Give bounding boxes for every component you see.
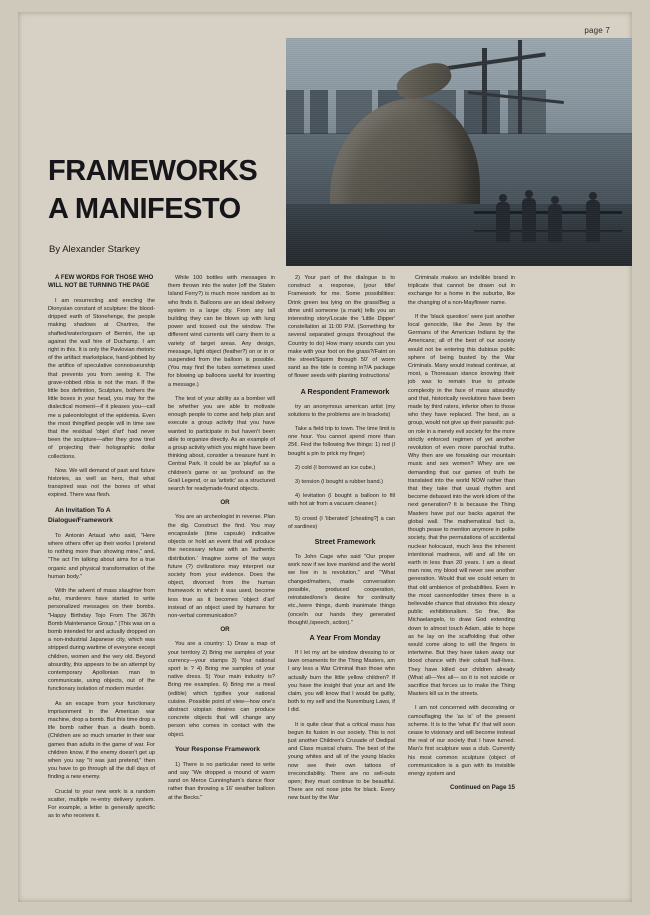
body-paragraph: If I let my art be window dressing to or lawn ornaments for the Thing Masters, am I any less a War Criminal than those who actually burn the little yellow children? If you have the insight that your art and life claim, you will know that I would be guilty, both to my self and the Nuremburg Laws, if I did.	[288, 649, 395, 714]
body-paragraph: The test of your ability as a bomber will be whether you are able to motivate enough people to come and help plan and execute a group activity that you have wanted to participate in but haven't been able to organize directly. As an example of a group activity which you might have been thinking about, consider a treasure hunt in Central Park. It could be as 'playful' as a children's game or as 'profound' as the Grail Legend, or as 'artistic' as a structured search for readymade-found objects.	[168, 395, 275, 493]
body-paragraph: You are an archeologist in reverse. Plan the dig. Construct the find. You may encapsulate (time capsule) indicative objects or hold an event that will produce the necessary refuse with an 'authentic distribution.' Imagine some of the ways future (?) civilizations may interpret our society from your evidence. Does the object, divorced from the human framework in which it was used, become less true as it becomes 'object d'art' instead of an object used by humans for non-verbal communication?	[168, 514, 275, 619]
body-paragraph: To John Cage who said "Our proper work now if we love mankind and the world we live in is revolution," and "'What changed/matters, made conversation possible, produced cooperation, reinstated/one's desire for continuity etc.,/were things, dumb inanimate things (once/in our hands they generated thought/,/speech, action)."	[288, 554, 395, 626]
photo-figure	[548, 204, 562, 242]
section-subhead: Street Framework	[314, 537, 376, 547]
section-subhead: A Respondent Framework	[300, 386, 390, 396]
body-paragraph: Crucial to your new work is a random scatter, multiple re-entry delivery system. For example, a letter is generally specific as to who receives it.	[48, 788, 155, 820]
article-headline	[48, 152, 283, 228]
body-paragraph: 2) cold (I borrowed an ice cube.)	[295, 464, 376, 471]
page-sheet	[18, 12, 632, 902]
body-paragraph: With the advent of mass slaughter from a-far, murderers have started to write personalized messages on their bombs. "Happy Birthday Tojo From The 367th Bomb Maintenance Group." (This was on a bomb intended for and actually dropped on a non-industrial Japanese city, which was stripped during wartime of everyone except children, women and the very old. Beyond absurdity, this appears to be an attempt by contemporary Apollonian man to communicate, using objects, out of the functionary isolation of modern murder.	[48, 587, 155, 693]
body-paragraph: Now. We will demand of past and future histories, as well as hers, that what transpired was not the bones of what expired. There was flesh.	[48, 467, 155, 499]
body-paragraph: As an escape from your functionary imprisonment in the American war machine, drop a bomb. But this time drop a life bomb rather than a death bomb. (Children are so much smarter in their war games than adults in the game of war. For children know, if the enemy doesn't get up when you say "it was just pretend," then you have to go through all the dull days of finding a new enemy.	[48, 700, 155, 781]
section-kicker: A FEW WORDS FOR THOSE WHO WILL NOT BE TURNING THE PAGE	[48, 274, 154, 290]
body-paragraph: While 100 bottles with messages in them thrown into the water (off the Staten Island Ferry?) is much more random as to who finds it. Balloons are an ideal delivery system in a large city. From any tall building they can be blown up with lung power and tossed out the window. The different wind currents will carry them to a variety of target areas. Any design, message, light object (feather?) on or in or suspended from the balloon is possible. (You may find the tubes sometimes used for blowing up balloons useful for inserting a message.)	[168, 275, 275, 388]
column-1	[48, 274, 155, 894]
headline-line-1: FRAMEWORKS	[48, 155, 258, 187]
section-divider-word: OR	[220, 499, 230, 507]
photo-figure	[496, 202, 510, 242]
harbor-construction-photograph	[286, 38, 632, 266]
body-paragraph: 2) Your part of the dialogue is to construct a response, (your title/ Framework for me. Some possibilities: Drink green tea lying on the grass/Beg a dime until someone (a mark) tells you an interesting story/Locate the 'Little Dipper' constellation at 11:00 P.M. (Something for several separated groups throughout the Country to do) How many sounds can you make with your foot on the grass?/Faint on the street/Squirm through 50' of worm sand as the tide is coming in?/A package of flower seeds with planting instructions/	[288, 275, 395, 380]
photo-figure	[522, 198, 536, 242]
section-subhead: Your Response Framework	[175, 745, 260, 753]
column-3	[288, 274, 395, 894]
body-paragraph: 4) levitation (I bought a balloon to fill with hot air from a vacuum cleaner.)	[288, 493, 395, 508]
body-paragraph: To Antonin Artaud who said, "Here where others offer up their works I pretend to nothing more than showing mine," and, "The act I'm talking about aims for a true organic and physical transformation of the human body."	[48, 532, 155, 580]
body-paragraph: 1) There is no particular need to write and say "We dropped a mound of warm sand on Merce Cunningham's dance floor rather than throwing a 16' weather balloon at the Becks."	[168, 761, 275, 801]
section-divider-word: OR	[220, 626, 230, 634]
continued-link[interactable]: Continued on Page 15	[450, 784, 515, 792]
body-paragraph: 5) crowd (I 'liberated' [cheating?] a can of sardines)	[288, 515, 395, 530]
column-4	[408, 274, 515, 894]
body-paragraph: I am resurrecting and erecting the Dionysian constant of sculpture: the blood-dripped earth of Stonehenge, the people making shadows at Chartres, the shafted/water/orgasm of Bernini, the up against the wall hire of Duchamp. I am right in this. It is only the Pavlovian rhetoric of the artifact marketplace, hand-jobbed by the artifice of speculative connoisseurship that prevents you from seeing it. The grave-robbed ribia is not the man. If the little box definition, Sculpture, bothers the little boxes in your head, you may for the dialectical moment—if it pleases you—call me a paleontologist of the epidemia. Even the most thingified people will in time see that the residual 'objet d'art' had never been the sculpture—after they grow tired of projecting their holographic dollar collections.	[48, 297, 155, 460]
section-subhead: A Year From Monday	[309, 632, 381, 642]
column-2	[168, 274, 275, 894]
body-paragraph: Take a field trip to town. The time limit is one hour. You cannot spend more than 25¢. Find the following five things: 1) red (I bought a pin to prick my finger)	[288, 426, 395, 457]
body-paragraph: You are a country: 1) Draw a map of your territory 2) Bring me samples of your currency—your stamps 3) Your national sport is ? 4) Bring me samples of your native dress. 5) Your main industry is? Bring me examples. 6) Bring me a meal (edible) which typifies your national cuisine. Possible point of view—how one's abstract utopian desires can produce concrete objects that will change any person who comes in contact with the object.	[168, 641, 275, 738]
body-paragraph: try an anonymous american artist (my solutions to the problems are in brackets)	[288, 403, 395, 418]
photo-figure	[586, 200, 600, 242]
body-paragraph: 3) tension (I bought a rubber band.)	[295, 479, 384, 486]
section-subhead: An Invitation To A Dialogue/Framework	[48, 506, 113, 524]
body-paragraph: I am not concerned with decorating or camouflaging the 'as is' of the present scheme. It is to the 'what if's' that will soon cease to visionary and will become instead the real of our society that I have turned. Man's first sculpture was a club. Currently his most common sculpture (object of communication is a gun with its invisible energy system and	[408, 705, 515, 777]
article-byline: By Alexander Starkey	[49, 244, 140, 255]
body-paragraph: If the 'black question' were just another local genocide, like the Jews by the Germans of the American Indians by the Americans; all of the best of our society would not be entering this dubious public sphere of being busted by the War Criminals. Many would instead continue, at most, a Thoreauan stance knowing their job was to remain true to private complexity in the face of mass absurdity and that, historically revolutions have been made by third raters, inferior often to those who they have replaced. The best, as a group, would not give up their parasitic put-on role in a merely evil society for the more strictly enforced regimen of yet another revolution of even more parochial truths. Why then are we forsaking our mountain music and sex women? Whey are we demanding that our games of truth be translated into the world NOW rather than that they take that usual rhythm and become debased into the work idiom of the next generation? It is because the Thing Masters have put our backs against the global wall. The mathematical fact is, though pease to mention anymore in polite society, that the permutations of accidental nuclear holocaust, much less the inherent intentional madness, will and all life on earth in less than 20 years. I am a dead man now, my blood will never see another generation. Would that we could return to that old ambience of probabilities. Even in the most cannonfodder times there is a believable chance that obviates this sleazy public exhibitionalism. So fine, like Michaelangelo, to draw God extending down to almost touch Adam, able to hope as he lay on the scaffolding that other would come along to will the fingers to intertwine. But they have taken away our blood chance with their cobalt half-lives. They have killed our children already (What all—Yes all— so it is not suicide or sacrifice that forces us to make the Thing Masters kill us in the streets.	[408, 313, 515, 698]
body-paragraph: Criminals makes an indelible brand in triplicate that cannot be drawn out in exchange for a home in the suburbs, like the changing of a non-Mayflower name.	[408, 275, 515, 306]
headline-line-2: A MANIFESTO	[48, 193, 241, 225]
page-number: page 7	[584, 26, 610, 35]
article-columns	[48, 274, 622, 894]
body-paragraph: It is quite clear that a critical mass has begun its fusion in our society. This is not just another Children's Crusade of Oedipal and Class musical chairs. The best of the young whites and all of the young blacks now see their own tattoos of irreconcilability. There are no sell-outs open; they must continue to be beautiful. There are not nose jobs for black. Every new bust by the War	[288, 721, 395, 802]
